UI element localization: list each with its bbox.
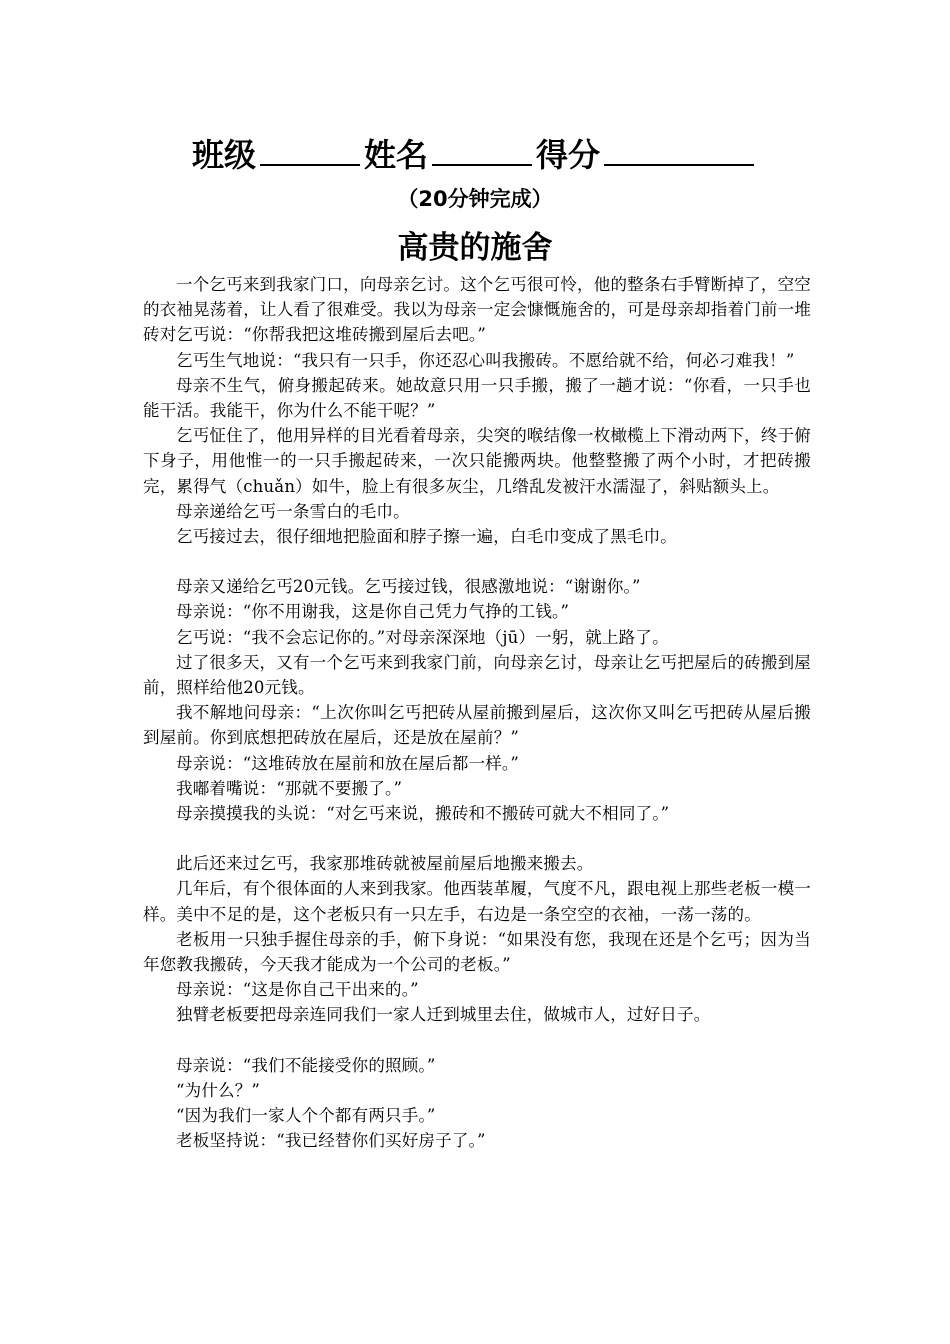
paragraph: 母亲又递给乞丐20元钱。乞丐接过钱，很感激地说：“谢谢你。”: [176, 577, 641, 597]
time-limit-note: （20分钟完成）: [397, 187, 553, 211]
paragraph: 母亲说：“这是你自己干出来的。”: [176, 980, 419, 1000]
paragraph: “因为我们一家人个个都有两只手。”: [176, 1106, 436, 1126]
name-label: 姓名: [363, 136, 428, 174]
paragraph: 乞丐生气地说：“我只有一只手，你还忍心叫我搬砖。不愿给就不给，何必刁难我！”: [176, 350, 795, 370]
score-label: 得分: [536, 136, 601, 174]
paragraph: 乞丐接过去，很仔细地把脸面和脖子擦一遍，白毛巾变成了黑毛巾。: [176, 527, 677, 547]
passage-title: 高贵的施舍: [397, 230, 553, 266]
paragraph: 过了很多天，又有一个乞丐来到我家门前，向母亲乞讨，母亲让乞丐把屋后的砖搬到屋前，照样给他20元钱。: [143, 652, 811, 698]
paragraph: “为什么？”: [176, 1080, 261, 1100]
paragraph: 独臂老板要把母亲连同我们一家人迁到城里去住，做城市人，过好日子。: [176, 1005, 711, 1025]
paragraph: 母亲摸摸我的头说：“对乞丐来说，搬砖和不搬砖可就大不相同了。”: [176, 804, 670, 824]
score-blank[interactable]: [604, 128, 754, 166]
paragraph: 我不解地问母亲：“上次你叫乞丐把砖从屋前搬到屋后，这次你又叫乞丐把砖从屋后搬到屋前。你到底想把砖放在屋后，还是放在屋前？”: [143, 703, 811, 748]
paragraph: 母亲说：“我们不能接受你的照顾。”: [176, 1055, 436, 1075]
student-info-header: [0, 128, 950, 176]
class-blank[interactable]: [260, 128, 360, 166]
paragraph: 母亲不生气，俯身搬起砖来。她故意只用一只手搬，搬了一趟才说：“你看，一只手也能干活。我能干，你为什么不能干呢？”: [143, 375, 811, 421]
paragraph: 乞丐怔住了，他用异样的目光看着母亲，尖突的喉结像一枚橄榄上下滑动两下，终于俯下身子，用他惟一的一只手搬起砖来，一次只能搬两块。他整整搬了两个小时，才把砖搬完，累得气（chuǎn）如牛，脸上有很多灰尘，几绺乱发被汗水濡湿了，斜贴额头上。: [143, 426, 811, 496]
paragraph: 老板坚持说：“我已经替你们买好房子了。”: [176, 1131, 486, 1151]
paragraph: 乞丐说：“我不会忘记你的。”对母亲深深地（jū）一躬，就上路了。: [176, 627, 669, 647]
class-label: 班级: [191, 136, 256, 174]
paragraph: 几年后，有个很体面的人来到我家。他西装革履，气度不凡，跟电视上那些老板一模一样。美中不足的是，这个老板只有一只左手，右边是一条空空的衣袖，一荡一荡的。: [143, 879, 811, 924]
paragraph: 一个乞丐来到我家门口，向母亲乞讨。这个乞丐很可怜，他的整条右手臂断掉了，空空的衣袖晃荡着，让人看了很难受。我以为母亲一定会慷慨施舍的，可是母亲却指着门前一堆砖对乞丐说：“你帮我把这堆砖搬到屋后去吧。”: [143, 275, 811, 345]
paragraph: 母亲说：“这堆砖放在屋前和放在屋后都一样。”: [176, 753, 520, 773]
name-blank[interactable]: [432, 128, 532, 166]
passage-body: [143, 272, 811, 1154]
paragraph: 我嘟着嘴说：“那就不要搬了。”: [176, 778, 403, 798]
paragraph: 母亲说：“你不用谢我，这是你自己凭力气挣的工钱。”: [176, 602, 570, 622]
paragraph: 此后还来过乞丐，我家那堆砖就被屋前屋后地搬来搬去。: [176, 854, 594, 874]
paragraph: 母亲递给乞丐一条雪白的毛巾。: [176, 501, 410, 521]
paragraph: 老板用一只独手握住母亲的手，俯下身说：“如果没有您，我现在还是个乞丐；因为当年您教我搬砖，今天我才能成为一个公司的老板。”: [143, 929, 811, 975]
